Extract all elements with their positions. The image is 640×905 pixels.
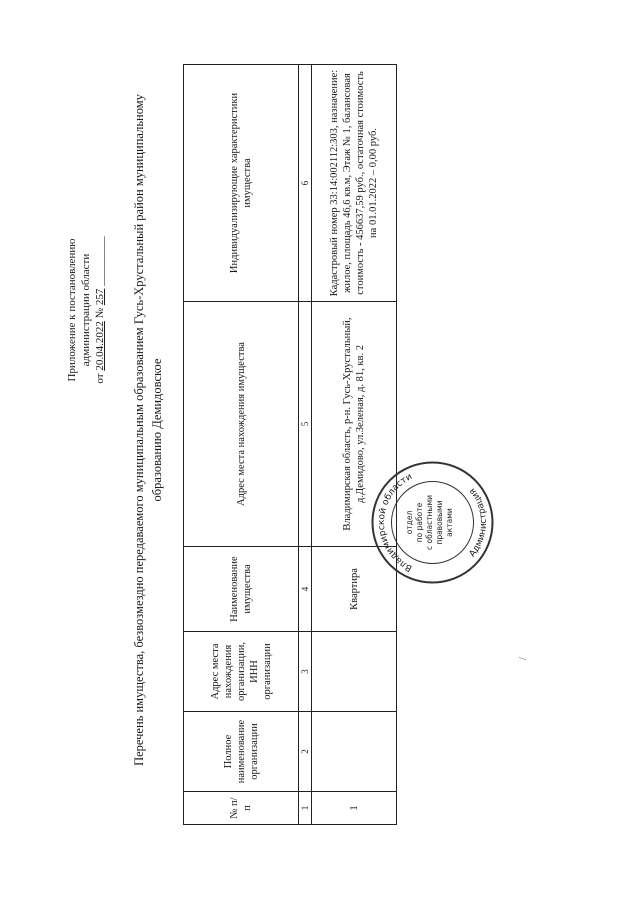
seal-center-line: отдел — [405, 510, 414, 535]
row-num: 1 — [312, 792, 397, 825]
table-row — [312, 65, 397, 825]
seal-center-line: актами — [445, 508, 454, 537]
table-header-row — [184, 65, 299, 825]
row-org-address — [312, 632, 397, 712]
col-header-org-address: Адрес места нахождения организации, ИНН организации — [184, 632, 299, 712]
appendix-line-2: администрации области — [80, 253, 92, 367]
appendix-date-line — [93, 195, 107, 425]
col-header-property-address: Адрес места нахождения имущества — [184, 302, 299, 547]
col-number: 3 — [299, 632, 312, 712]
row-characteristics: Кадастровый номер 33:14:002112:303, назначение: жилое, площадь 46,6 кв.м, Этаж № 1, балансовая стоимость - 456637,59 руб., остаточная стоимость на 01.01.2022 – 0,00 руб. — [312, 65, 397, 302]
margin-mark: / — [518, 657, 529, 660]
number-underline: _________ — [94, 236, 106, 286]
col-header-property-name: Наименование имущества — [184, 547, 299, 632]
document-title — [130, 15, 166, 845]
appendix-header — [65, 195, 107, 425]
col-header-characteristics: Индивидуализирующие характеристики имущества — [184, 65, 299, 302]
property-table — [183, 64, 397, 825]
appendix-date: 20.04.2022 — [94, 321, 106, 371]
col-number: 5 — [299, 302, 312, 547]
col-number: 2 — [299, 712, 312, 792]
row-property-address: Владимирская область, р-н. Гусь-Хрустальный, д.Демидово, ул.Зеленая, д. 81, кв. 2 — [312, 302, 397, 547]
col-header-org-name: Полное наименование организации — [184, 712, 299, 792]
title-line-1: Перечень имущества, безвозмездно передаваемого муниципальным образованием Гусь-Хрустальный район муниципальному — [132, 94, 146, 766]
seal-ring-top: Владимирской области — [376, 472, 414, 573]
col-number: 6 — [299, 65, 312, 302]
seal-center-line: с областными — [425, 495, 434, 550]
col-number: 1 — [299, 792, 312, 825]
seal-ring-bottom: Администрация — [467, 485, 490, 560]
title-line-2: образованию Демидовское — [150, 358, 164, 502]
date-prefix: от — [94, 373, 106, 384]
number-prefix: № — [94, 307, 106, 319]
appendix-line-1: Приложение к постановлению — [66, 238, 78, 382]
row-property-name: Квартира — [312, 547, 397, 632]
table-column-numbers-row — [299, 65, 312, 825]
col-header-num: № п/п — [184, 792, 299, 825]
row-org-name — [312, 712, 397, 792]
appendix-number: 257 — [94, 288, 106, 306]
seal-center-line: правовыми — [435, 500, 444, 545]
col-number: 4 — [299, 547, 312, 632]
seal-center-line: по работе — [415, 502, 424, 543]
official-seal — [370, 460, 495, 585]
